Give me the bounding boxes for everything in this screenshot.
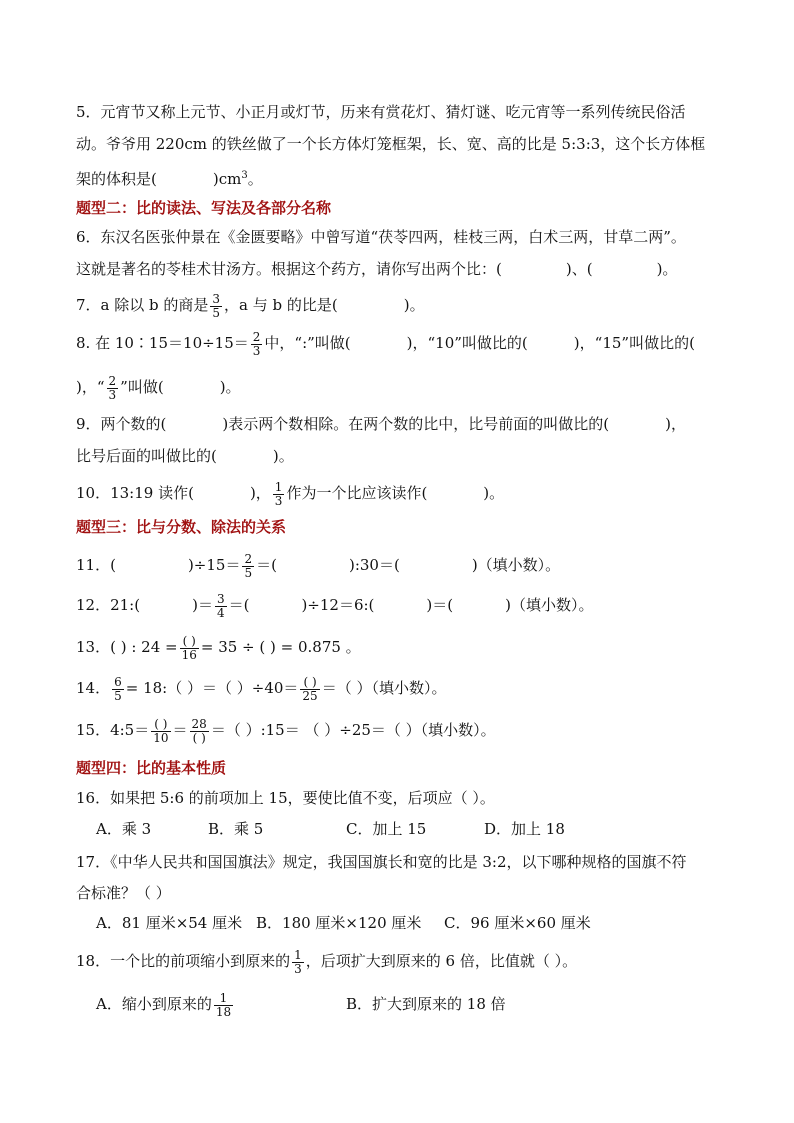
q6-text-b: )、(: [565, 260, 593, 278]
q18-option-b[interactable]: B．扩大到原来的 18 倍: [346, 995, 506, 1013]
q12-text-c: ＝(: [228, 596, 250, 614]
q18-option-a[interactable]: [96, 987, 346, 1021]
q13-fraction-numerator: ( ): [180, 635, 199, 649]
q18-options: [96, 987, 756, 1021]
q8-fraction-numerator: 2: [252, 329, 261, 344]
q7-text-c: )。: [403, 296, 425, 314]
q14-fraction-2: [300, 676, 319, 703]
section-heading-3: 题型三：比与分数、除法的关系: [76, 518, 287, 536]
q9-line-1: [76, 407, 736, 441]
q9-text-e: )。: [272, 447, 294, 465]
q5-line-2: 动。爷爷用 220cm 的铁丝做了一个长方体灯笼框架，长、宽、高的比是 5:3:3，这个长方体框: [76, 135, 706, 153]
q14-text-b: = 18:（ ）＝（ ）÷40＝: [125, 679, 299, 697]
q5-text-a: 架的体积是(: [76, 170, 157, 188]
q14-text-c: ＝（ ）（填小数）。: [321, 679, 447, 697]
q18-text-b: ，后项扩大到原来的 6 倍，比值就（ ）。: [305, 952, 578, 970]
q11-text-a: 11．(: [76, 556, 116, 574]
q15-line: [76, 713, 736, 747]
section-heading-2: 题型二：比的读法、写法及各部分名称: [76, 199, 332, 217]
q18-option-a-denominator: 18: [215, 1004, 232, 1019]
q12-text-b: )＝: [192, 596, 213, 614]
q18-fraction-numerator: 1: [294, 947, 302, 962]
q8-text-d: )，“15”叫做比的(: [573, 334, 695, 352]
q17-option-a[interactable]: A．81 厘米×54 厘米: [96, 914, 243, 932]
q6-text-a: 这就是著名的苓桂术甘汤方。根据这个药方，请你写出两个比：(: [76, 260, 502, 278]
q5-text-c: 。: [247, 170, 263, 188]
q9-text-c: )，: [665, 415, 686, 433]
q5-unit-exponent: 3: [241, 170, 248, 181]
section-heading-4: 题型四：比的基本性质: [76, 759, 227, 777]
q8-line-2: [76, 370, 736, 404]
q8-fraction-2: [107, 375, 119, 402]
q5-text-b: )cm: [212, 170, 242, 188]
q18-fraction-denominator: 3: [294, 961, 302, 976]
q9-text-d: 比号后面的叫做比的(: [76, 447, 217, 465]
q7-text-b: ，a 与 b 的比是(: [224, 296, 338, 314]
q10-line: [76, 476, 736, 510]
q5-line-1: 5．元宵节又称上元节、小正月或灯节，历来有赏花灯、猜灯谜、吃元宵等一系列传统民俗活: [76, 103, 686, 121]
q7-line: [76, 288, 736, 322]
q17-line-2: 合标准？（ ）: [76, 884, 171, 902]
q17-options: [96, 906, 756, 940]
q18-option-a-text: A．缩小到原来的: [96, 995, 212, 1013]
q15-fraction-2: [190, 718, 209, 745]
q11-fraction: [242, 553, 254, 580]
q8-fraction-2-denominator: 3: [108, 387, 117, 402]
q10-text-a: 10．13:19 读作(: [76, 484, 194, 502]
q18-text-a: 18．一个比的前项缩小到原来的: [76, 952, 291, 970]
q8-fraction-denominator: 3: [252, 343, 261, 358]
q15-fraction: [151, 718, 170, 745]
q16-option-d[interactable]: D．加上 18: [484, 820, 565, 838]
q15-text-c: ＝（ ）:15＝ （ ）÷25＝（ ）（填小数）。: [210, 721, 496, 739]
q15-text-a: 15．4:5＝: [76, 721, 150, 739]
q13-line: [76, 630, 736, 664]
q18-option-a-fraction: [214, 992, 233, 1019]
q17-option-b[interactable]: B．180 厘米×120 厘米: [256, 914, 422, 932]
q11-text-c: ＝(: [256, 556, 277, 574]
q18-fraction: [292, 949, 304, 976]
q8-text-b: 中，“:”叫做(: [264, 334, 351, 352]
q7-text-a: 7．a 除以 b 的商是: [76, 296, 209, 314]
q13-fraction-denominator: 16: [181, 647, 197, 662]
q16-option-c[interactable]: C．加上 15: [346, 820, 427, 838]
q17-line-1: 17．《中华人民共和国国旗法》规定，我国国旗长和宽的比是 3:2，以下哪种规格的国旗不符: [76, 853, 687, 871]
q10-fraction-numerator: 1: [274, 479, 283, 494]
q17-option-c[interactable]: C．96 厘米×60 厘米: [444, 914, 591, 932]
q9-text-a: 9．两个数的(: [76, 415, 167, 433]
q12-line: [76, 588, 736, 622]
q10-text-b: )，: [249, 484, 271, 502]
q11-fraction-numerator: 2: [244, 551, 253, 566]
q15-fraction-2-numerator: 28: [191, 716, 207, 731]
q11-fraction-denominator: 5: [244, 565, 253, 580]
q13-fraction: [180, 635, 199, 662]
q15-fraction-numerator: ( ): [151, 718, 170, 732]
q14-line: [76, 671, 736, 705]
q8-fraction: [251, 331, 263, 358]
q14-fraction-denominator: 5: [114, 688, 122, 703]
q10-fraction: [273, 481, 285, 508]
q14-fraction: [112, 676, 124, 703]
q15-fraction-denominator: 10: [153, 730, 169, 745]
q15-text-b: ＝: [172, 721, 188, 739]
q13-text-b: = 35 ÷ ( ) = 0.875 。: [200, 638, 361, 656]
q7-fraction-denominator: 5: [212, 305, 221, 320]
q11-text-b: )÷15＝: [187, 556, 241, 574]
q9-text-b: )表示两个数相除。在两个数的比中，比号前面的叫做比的(: [222, 415, 610, 433]
q10-fraction-denominator: 3: [274, 493, 283, 508]
q12-fraction-numerator: 3: [216, 591, 225, 606]
q18-option-a-numerator: 1: [214, 992, 233, 1006]
q6-line-1: 6．东汉名医张仲景在《金匮要略》中曾写道“茯苓四两，桂枝三两，白术三两，甘草二两”。: [76, 228, 686, 246]
q14-text-a: 14．: [76, 679, 111, 697]
q6-line-2: [76, 252, 736, 286]
q10-text-d: )。: [483, 484, 505, 502]
q14-fraction-numerator: 6: [114, 674, 122, 689]
q8-fraction-2-numerator: 2: [108, 373, 117, 388]
q14-fraction-2-numerator: ( ): [300, 676, 319, 690]
q8-text-c: )，“10”叫做比的(: [406, 334, 528, 352]
q7-fraction-numerator: 3: [212, 291, 221, 306]
q16-option-a[interactable]: A．乘 3: [96, 820, 152, 838]
q11-text-e: )（填小数）。: [471, 556, 561, 574]
q16-option-b[interactable]: B．乘 5: [208, 820, 264, 838]
q11-text-d: ):30＝(: [348, 556, 400, 574]
q9-line-2: [76, 439, 736, 473]
q15-fraction-2-denominator: ( ): [192, 730, 206, 745]
q16-question: 16．如果把 5:6 的前项加上 15，要使比值不变，后项应（ ）。: [76, 789, 495, 807]
q8-text-f: ”叫做(: [120, 378, 164, 396]
q8-text-a: 8. 在 10∶15＝10÷15＝: [76, 334, 249, 352]
q6-text-c: )。: [656, 260, 678, 278]
q12-text-a: 12．21:(: [76, 596, 141, 614]
q8-text-g: )。: [219, 378, 241, 396]
q12-text-e: )＝(: [426, 596, 454, 614]
q14-fraction-2-denominator: 25: [302, 688, 318, 703]
q8-line-1: [76, 326, 736, 360]
q12-fraction: [215, 593, 227, 620]
q12-text-f: )（填小数）。: [505, 596, 594, 614]
q11-line: [76, 548, 736, 582]
q5-line-3: [76, 159, 736, 193]
q12-text-d: )÷12＝6:(: [301, 596, 375, 614]
q10-text-c: 作为一个比应该读作(: [286, 484, 428, 502]
q8-text-e: )，“: [76, 378, 105, 396]
q13-text-a: 13．( ) : 24 =: [76, 638, 178, 656]
q18-question: [76, 944, 736, 978]
q7-fraction: [210, 293, 222, 320]
q12-fraction-denominator: 4: [216, 605, 225, 620]
q16-options: [96, 812, 756, 846]
